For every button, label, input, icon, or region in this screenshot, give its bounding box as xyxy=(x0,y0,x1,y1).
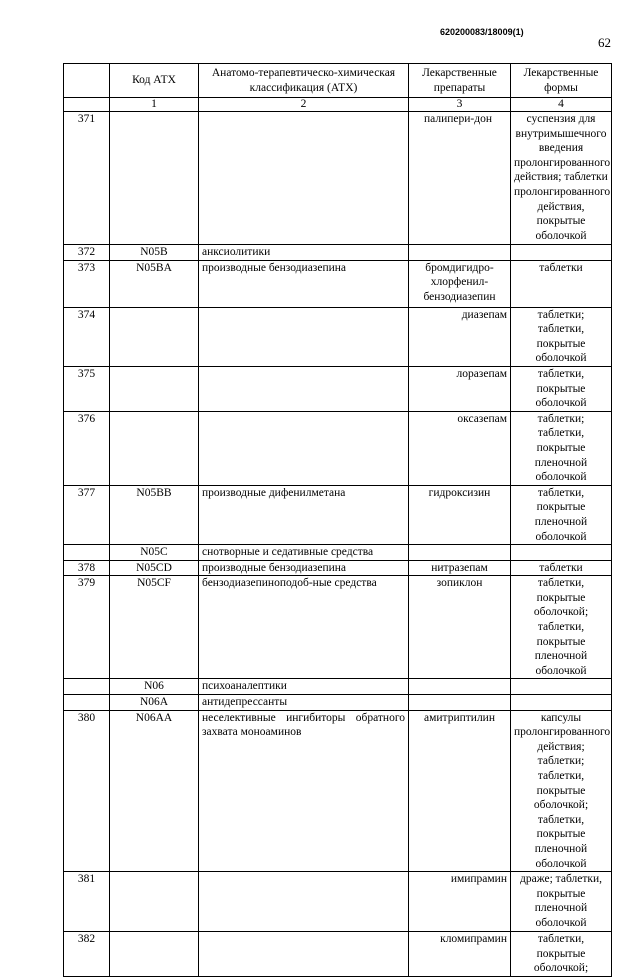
header-drugs: Лекарственные препараты xyxy=(409,64,511,98)
classification: производные дифенилметана xyxy=(199,485,409,544)
row-number: 374 xyxy=(64,307,110,366)
column-number-1: 1 xyxy=(110,98,199,112)
table-row xyxy=(64,695,612,711)
row-number xyxy=(64,545,110,561)
header-row xyxy=(64,64,612,98)
dosage-form: таблетки, покрытые оболочкой; таблетки, покрытые пленочной оболочкой xyxy=(511,576,612,679)
dosage-form: драже; таблетки, покрытые пленочной оболочкой xyxy=(511,872,612,932)
page-number: 62 xyxy=(598,35,611,50)
classification: производные бензодиазепина xyxy=(199,260,409,307)
atx-code: N05B xyxy=(110,245,199,261)
atx-code xyxy=(110,112,199,245)
classification xyxy=(199,112,409,245)
drug-name: амитриптилин xyxy=(409,710,511,872)
classification xyxy=(199,932,409,977)
column-number-4: 4 xyxy=(511,98,612,112)
dosage-form: таблетки xyxy=(511,560,612,576)
table-row xyxy=(64,560,612,576)
atx-code: N06A xyxy=(110,695,199,711)
classification: снотворные и седативные средства xyxy=(199,545,409,561)
classification: неселективные ингибиторы обратного захвата моноаминов xyxy=(199,710,409,872)
column-number-2: 2 xyxy=(199,98,409,112)
drug-name xyxy=(409,245,511,261)
atx-code xyxy=(110,411,199,485)
row-number: 379 xyxy=(64,576,110,679)
row-number: 373 xyxy=(64,260,110,307)
row-number: 380 xyxy=(64,710,110,872)
row-number: 381 xyxy=(64,872,110,932)
table-row xyxy=(64,710,612,872)
dosage-form xyxy=(511,545,612,561)
dosage-form xyxy=(511,695,612,711)
classification xyxy=(199,307,409,366)
header-forms: Лекарственные формы xyxy=(511,64,612,98)
atx-code: N05CF xyxy=(110,576,199,679)
row-number: 378 xyxy=(64,560,110,576)
table-row xyxy=(64,366,612,411)
atx-table xyxy=(63,63,612,977)
dosage-form: капсулы пролонгированного действия; таблетки; таблетки, покрытые оболочкой; таблетки, покрытые пленочной оболочкой xyxy=(511,710,612,872)
drug-name: кломипрамин xyxy=(409,932,511,977)
atx-code: N06AA xyxy=(110,710,199,872)
drug-name: гидроксизин xyxy=(409,485,511,544)
table-row xyxy=(64,245,612,261)
column-number-0 xyxy=(64,98,110,112)
drug-name: диазепам xyxy=(409,307,511,366)
drug-name xyxy=(409,545,511,561)
header-num xyxy=(64,64,110,98)
column-number-3: 3 xyxy=(409,98,511,112)
table-row xyxy=(64,411,612,485)
classification: анксиолитики xyxy=(199,245,409,261)
atx-code: N06 xyxy=(110,679,199,695)
drug-name: бромдигидро-хлорфенил-бензодиазепин xyxy=(409,260,511,307)
table-row xyxy=(64,260,612,307)
atx-code xyxy=(110,366,199,411)
drug-name: палипери-дон xyxy=(409,112,511,245)
dosage-form: таблетки; таблетки, покрытые оболочкой xyxy=(511,307,612,366)
atx-code: N05BA xyxy=(110,260,199,307)
row-number: 382 xyxy=(64,932,110,977)
table-row xyxy=(64,679,612,695)
dosage-form xyxy=(511,245,612,261)
table-row xyxy=(64,932,612,977)
column-number-row xyxy=(64,98,612,112)
dosage-form: суспензия для внутримышечного введения пролонгированного действия; таблетки пролонгированного действия, покрытые оболочкой xyxy=(511,112,612,245)
row-number: 376 xyxy=(64,411,110,485)
drug-name xyxy=(409,679,511,695)
table-row xyxy=(64,576,612,679)
classification xyxy=(199,411,409,485)
drug-name: зопиклон xyxy=(409,576,511,679)
dosage-form: таблетки, покрытые оболочкой; xyxy=(511,932,612,977)
header-classification: Анатомо-терапевтическо-химическая классификация (АТХ) xyxy=(199,64,409,98)
drug-name: имипрамин xyxy=(409,872,511,932)
dosage-form: таблетки; таблетки, покрытые пленочной оболочкой xyxy=(511,411,612,485)
row-number: 372 xyxy=(64,245,110,261)
drug-name: нитразепам xyxy=(409,560,511,576)
table-row xyxy=(64,545,612,561)
dosage-form: таблетки xyxy=(511,260,612,307)
atx-code: N05BB xyxy=(110,485,199,544)
header-code: Код АТХ xyxy=(110,64,199,98)
document-code: 620200083/18009(1) xyxy=(440,27,524,37)
atx-code xyxy=(110,872,199,932)
atx-code: N05C xyxy=(110,545,199,561)
table-row xyxy=(64,307,612,366)
dosage-form: таблетки, покрытые оболочкой xyxy=(511,366,612,411)
classification: антидепрессанты xyxy=(199,695,409,711)
atx-code xyxy=(110,307,199,366)
classification xyxy=(199,872,409,932)
row-number: 377 xyxy=(64,485,110,544)
atx-code: N05CD xyxy=(110,560,199,576)
classification xyxy=(199,366,409,411)
classification: бензодиазепиноподоб-ные средства xyxy=(199,576,409,679)
row-number xyxy=(64,679,110,695)
row-number: 371 xyxy=(64,112,110,245)
dosage-form: таблетки, покрытые пленочной оболочкой xyxy=(511,485,612,544)
classification: психоаналептики xyxy=(199,679,409,695)
drug-name xyxy=(409,695,511,711)
table-row xyxy=(64,872,612,932)
table-row xyxy=(64,112,612,245)
dosage-form xyxy=(511,679,612,695)
atx-code xyxy=(110,932,199,977)
drug-name: оксазепам xyxy=(409,411,511,485)
row-number xyxy=(64,695,110,711)
row-number: 375 xyxy=(64,366,110,411)
table-row xyxy=(64,485,612,544)
drug-name: лоразепам xyxy=(409,366,511,411)
classification: производные бензодиазепина xyxy=(199,560,409,576)
